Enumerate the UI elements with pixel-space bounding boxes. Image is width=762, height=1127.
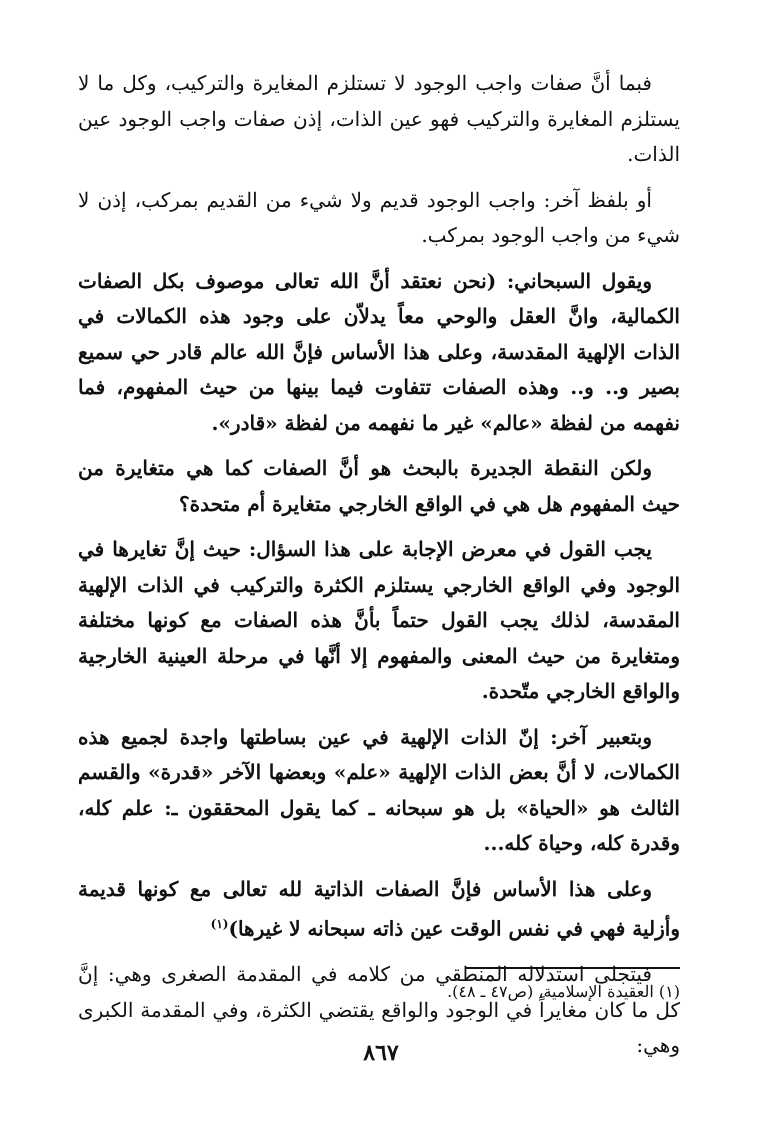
paragraph-4-quote <box>78 451 680 522</box>
footnote-marker: (١) <box>658 982 680 1001</box>
paragraph-3-quote <box>78 264 680 442</box>
footnote-divider <box>465 967 680 969</box>
footnote-text: العقيدة الإسلامية، (ص٤٧ ـ ٤٨). <box>447 982 654 1001</box>
paragraph-5-quote <box>78 532 680 710</box>
paragraph-text: ولكن النقطة الجديرة بالبحث هو أنَّ الصفات كما هي متغايرة من حيث المفهوم هل هي في الواقع الخارجي متغايرة أم متحدة؟ <box>78 456 680 516</box>
paragraph-text: فيتجلى استدلاله المنطقي من كلامه في المقدمة الصغرى وهي: إنَّ كل ما كان مغايراً في الوجود والواقع يقتضي الكثرة، وفي المقدمة الكبرى وهي: <box>78 962 680 1058</box>
paragraph-text: فبما أنَّ صفات واجب الوجود لا تستلزم المغايرة والتركيب، وكل ما لا يستلزم المغايرة والتركيب فهو عين الذات، إذن صفات واجب الوجود عين الذات. <box>78 71 681 166</box>
footnote <box>447 980 680 1004</box>
footnote-reference: (١) <box>210 917 229 931</box>
paragraph-text: أو بلفظ آخر: واجب الوجود قديم ولا شيء من القديم بمركب، إذن لا شيء من واجب الوجود بمركب. <box>78 187 680 247</box>
body-text <box>78 66 680 1074</box>
paragraph-6-quote <box>78 720 680 862</box>
paragraph-text: يجب القول في معرض الإجابة على هذا السؤال: حيث إنَّ تغايرها في الوجود وفي الواقع الخارجي يستلزم الكثرة والتركيب في الذات الإلهية المقدسة، لذلك يجب القول حتماً بأنَّ هذه الصفات مع كونها مختلفة ومتغايرة من حيث المعنى والمفهوم إلا أنَّها في مرحلة العينية الخارجية والواقع الخارجي متّحدة. <box>78 537 680 703</box>
page-number: ٨٦٧ <box>363 1040 399 1066</box>
paragraph-text: ويقول السبحاني: (نحن نعتقد أنَّ الله تعالى موصوف بكل الصفات الكمالية، وانَّ العقل والوحي معاً يدلاّن على وجود هذه الكمالات في الذات الإلهية المقدسة، وعلى هذا الأساس فإنَّ الله عالم قادر حي سميع بصير و.. و.. وهذه الصفات تتفاوت فيما بينها من حيث المفهوم، فما نفهمه من لفظة «عالم» غير ما نفهمه من لفظة «قادر». <box>78 268 680 435</box>
paragraph-text: وبتعبير آخر: إنّ الذات الإلهية في عين بساطتها واجدة لجميع هذه الكمالات، لا أنَّ بعض الذات الإلهية «علم» وبعضها الآخر «قدرة» والقسم الثالث هو «الحياة» بل هو سبحانه ـ كما يقول المحققون ـ: علم كله، وقدرة كله، وحياة كله... <box>78 724 680 855</box>
paragraph-1 <box>78 66 680 173</box>
paragraph-text: وعلى هذا الأساس فإنَّ الصفات الذاتية لله تعالى مع كونها قديمة وأزلية فهي في نفس الوقت عين ذاته سبحانه لا غيرها) <box>78 876 680 941</box>
paragraph-7-quote <box>78 872 680 948</box>
paragraph-2 <box>78 183 680 254</box>
